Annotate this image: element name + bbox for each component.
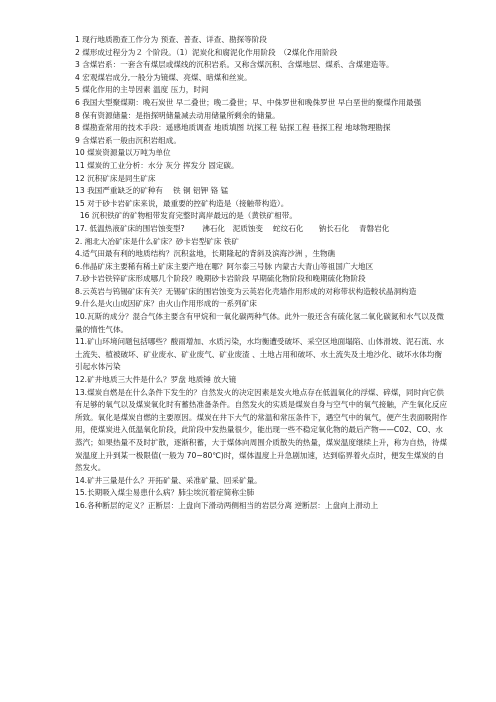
text-line: 11.矿山环境问题包括哪些？酸雨增加、水质污染，水均衡遭受破坏、采空区地面塌陷、山体滑坡、泥石流、水土流失、植被破坏、矿业废水、矿业废气、矿业废渣 、土地占用和破坏、水土流失及土地沙化、破坏水体均衡引起水体污染 <box>75 337 444 372</box>
text-line: 5 煤化作用的主导因素 温度 压力，时间 <box>75 85 209 95</box>
text-line: 6.伟晶矿床主要稀有稀土矿床主要产地在哪？阿尔泰三号脉 内蒙古大青山等祖国广大地区 <box>75 261 374 271</box>
text-line: 8 保有资源储量：是指探明储量减去动用储量所剩余的储量。 <box>75 110 280 120</box>
text-line: 8.云英岩与钨锡矿床有关？无锡矿床的围岩蚀变为云英岩化壳墙作用形成的对称带状构造較状晶洞构造 <box>75 286 417 296</box>
text-line: 13.煤炭自燃是在什么条件下发生的？自然发火的决定因素是发火地点存在低温氧化的浮煤、碎煤，同时向它供有足够的氧气以及煤炭氧化时有蓄热准备条件。自然发火的实质是煤炭自身与空气中的氧气接触，产生氧化反应所致。氧化是煤炭自燃的主要原因。煤炭在井下大气的常温和常压条件下，遇空气中的氧气，便产生表面吸附作用，使煤炭进入低温氧化阶段，此阶段中发热量很少，能出现一些不稳定氧化物的最后产物——C02、CO、水蒸汽；如果热量不及时扩散，逐渐积蓄，大于煤体向周围介质散失的热量，煤炭温度继续上升，称为自热，待煤炭温度上升到某一极限值(一般为 70~80℃)时，煤体温度上升急剧加速，达到临界着火点时，便发生煤炭的自然发火。 <box>75 387 448 473</box>
text-line: 6 我国大型聚煤期：晚石炭世 早二叠世；晚二叠世；早、中侏罗世和晚侏罗世 早白垩世的聚煤作用最强 <box>75 97 422 107</box>
text-line: 11 煤炭的工业分析：水分 灰分 挥发分 固定碳。 <box>75 160 239 170</box>
text-line: 14.矿井三量是什么？开拓矿量、采准矿量、回采矿量。 <box>75 475 262 485</box>
text-line: 12 沉积矿床是同生矿床 <box>75 173 156 183</box>
text-line: 12.矿井地质三大件是什么？罗盘 地质锤 放大镜 <box>75 375 237 385</box>
text-line: 9 含煤岩系一般由沉积岩组成。 <box>75 135 181 145</box>
text-line: 2. 湘北大冶矿床是什么矿床？砂卡岩型矿床 铁矿 <box>75 236 239 246</box>
text-line: 7.砂卡岩铁锌矿床形成哪几个阶段？晚期砂卡岩阶段 早期硫化物阶段和晚期硫化物阶段 <box>75 274 366 284</box>
text-line: 1 现行地质勘查工作分为 预查、普查、详查、勘探等阶段 <box>75 35 267 44</box>
text-line: 17. 低温热液矿床的围岩蚀变型? 沸石化 泥质蚀变 蛇纹石化 钠长石化 青磐岩化 <box>75 223 390 233</box>
text-line: 13 我国严重缺乏的矿种有 铁 铜 铝钾 铬 锰 <box>75 186 229 196</box>
text-line: 15 对于砂卡岩矿床来说，最重要的控矿构造是（接触带构造）。 <box>75 198 289 208</box>
text-line: 8 煤勘查常用的技术手段：遥感地质调查 地质填图 坑探工程 钻探工程 巷探工程 地球物理勘探 <box>75 123 391 133</box>
text-line: 9.什么是火山成因矿床？由火山作用形成的一系列矿床 <box>75 299 257 309</box>
text-line: 4.适气田最有利的地质结构？沉积盆地，长期隆起的背斜及滨海沙洲 ，生物礁 <box>75 249 336 259</box>
text-line: 3 含煤岩系：一套含有煤层或煤线的沉积岩系。又称含煤沉积、含煤地层、煤系、含煤建造等。 <box>75 60 394 70</box>
text-line: 10 煤炭资源量以万吨为单位 <box>75 148 171 158</box>
text-line: 2 煤形成过程分为２ 个阶段。（1）泥炭化和腐泥化作用阶段 （2煤化作用阶段 <box>75 47 338 57</box>
text-line: 16 沉积铁矿的矿物相带发育完整时离岸最远的是（黄铁矿相带。 <box>75 211 297 221</box>
text-line: 16.各种断层的定义？正断层：上盘向下滑动两侧相当的岩层分离 逆断层：上盘向上滑动上 <box>75 500 379 510</box>
text-line: 10.瓦斯的成分？混合气体主要含有甲烷和一氧化碳两种气体。此外一般还含有硫化氢二氧化碳氮和水气以及微量的惰性气体。 <box>75 312 444 334</box>
text-line: 15.长期吸入煤尘易患什么病？肺尘埃沉着症简称尘肺 <box>75 488 255 498</box>
text-line: 4 宏观煤岩成分,一般分为镜煤、亮煤、暗煤和丝炭。 <box>75 72 252 82</box>
